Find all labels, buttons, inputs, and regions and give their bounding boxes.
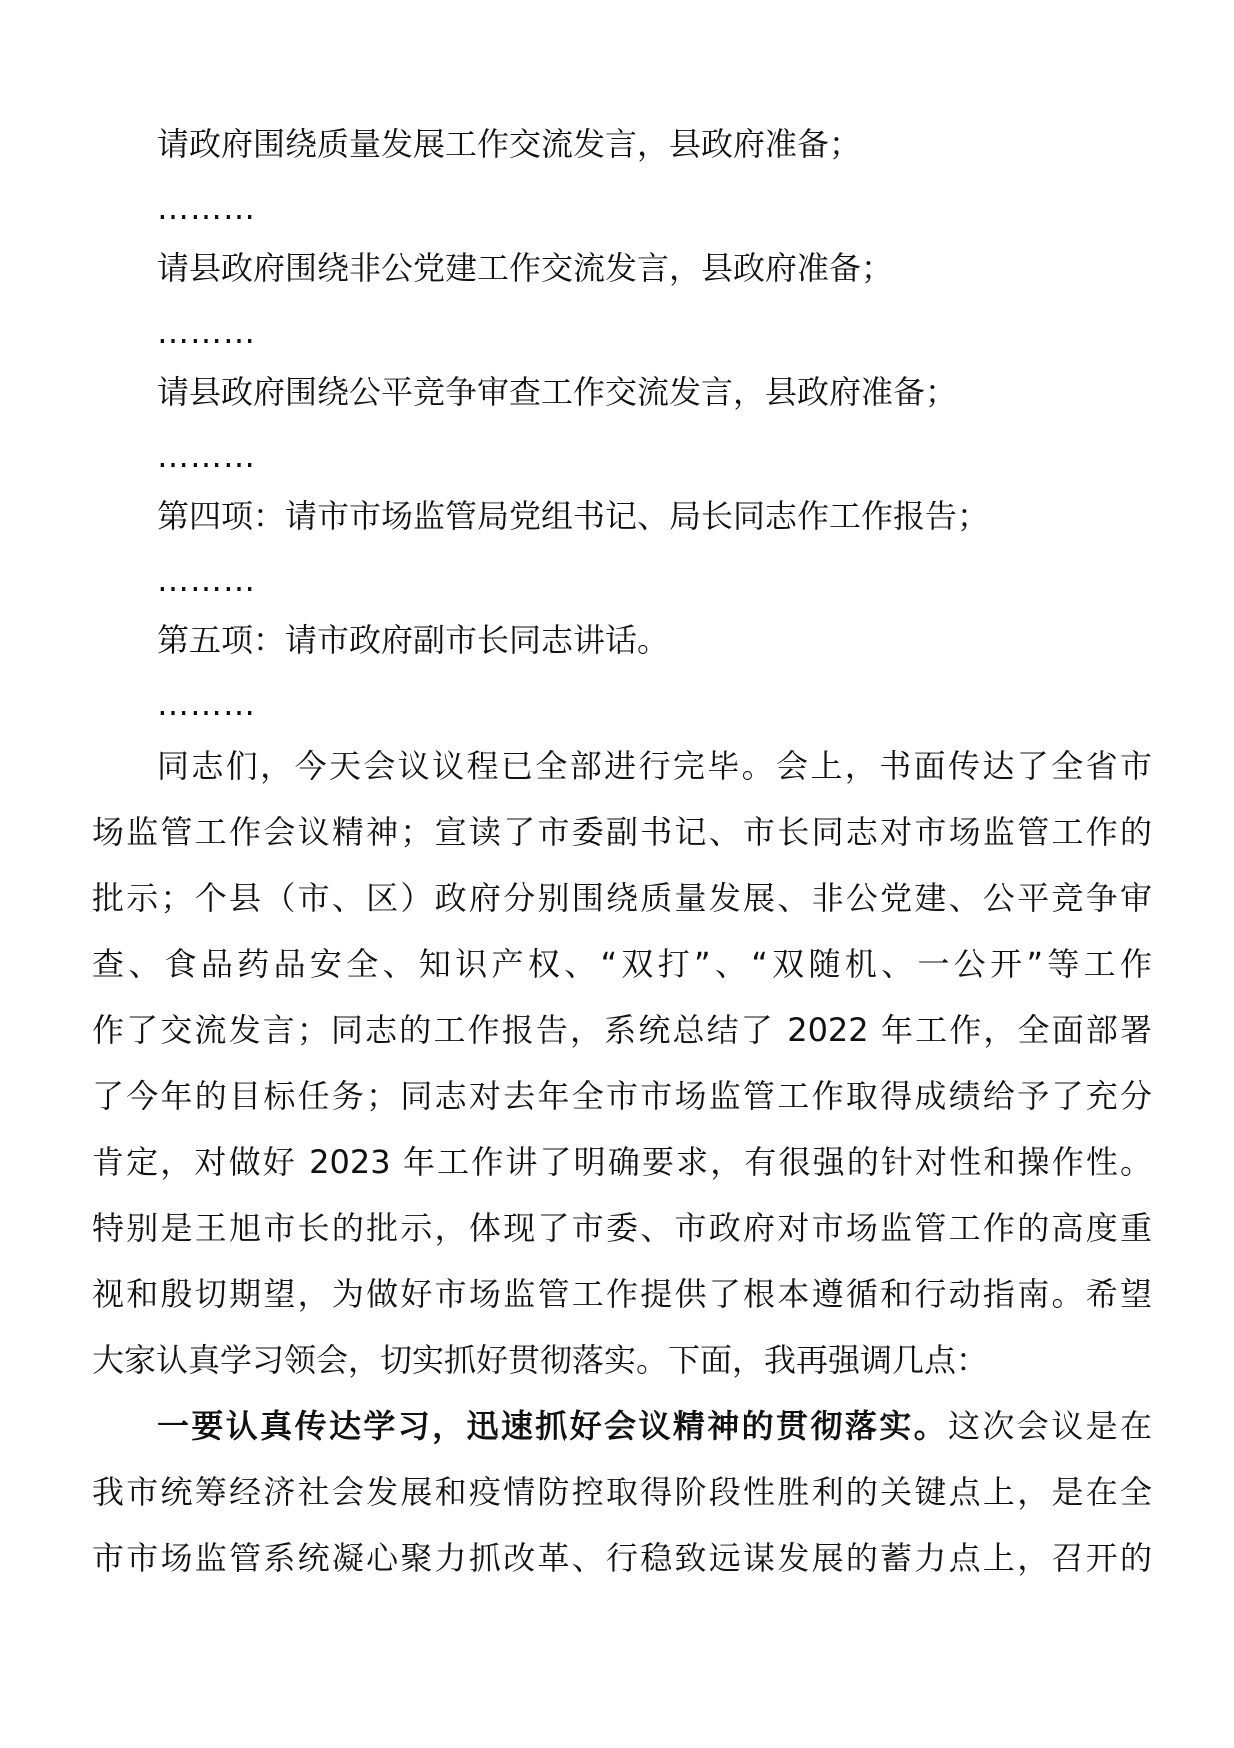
point-one-paragraph-line: 市市场监管系统凝心聚力抓改革、行稳致远谋发展的蓄力点上，召开的 <box>92 1539 1152 1577</box>
summary-paragraph-line: 查、食品药品安全、知识产权、“双打”、“双随机、一公开”等工作 <box>92 945 1152 983</box>
summary-paragraph-line: 场监管工作会议精神；宣读了市委副书记、市长同志对市场监管工作的 <box>92 813 1152 851</box>
summary-paragraph-line: 肯定，对做好 2023 年工作讲了明确要求，有很强的针对性和操作性。 <box>92 1143 1152 1181</box>
point-one-heading: 一要认真传达学习，迅速抓好会议精神的贯彻落实。 <box>157 1407 949 1445</box>
agenda-line: 请县政府围绕非公党建工作交流发言，县政府准备； <box>157 249 894 287</box>
ellipsis-line: ……… <box>157 313 256 351</box>
ellipsis-line: ……… <box>157 437 256 475</box>
ellipsis-line: ……… <box>157 685 256 723</box>
summary-paragraph-line: 批示；个县（市、区）政府分别围绕质量发展、非公党建、公平竞争审 <box>92 879 1152 917</box>
point-one-first-line <box>157 1406 1152 1446</box>
summary-paragraph-line: 视和殷切期望，为做好市场监管工作提供了根本遵循和行动指南。希望 <box>92 1275 1152 1313</box>
summary-paragraph-line: 大家认真学习领会，切实抓好贯彻落实。下面，我再强调几点： <box>92 1341 989 1379</box>
summary-paragraph-line: 作了交流发言；同志的工作报告，系统总结了 2022 年工作，全面部署 <box>92 1011 1152 1049</box>
point-one-text: 这次会议是在 <box>948 1407 1152 1445</box>
agenda-line: 请政府围绕质量发展工作交流发言，县政府准备； <box>157 125 862 163</box>
summary-paragraph-line: 了今年的目标任务；同志对去年全市市场监管工作取得成绩给予了充分 <box>92 1077 1152 1115</box>
agenda-item-five: 第五项：请市政府副市长同志讲话。 <box>157 621 670 659</box>
summary-paragraph-line: 特别是王旭市长的批示，体现了市委、市政府对市场监管工作的高度重 <box>92 1209 1152 1247</box>
agenda-line: 请县政府围绕公平竞争审查工作交流发言，县政府准备； <box>157 373 958 411</box>
point-one-paragraph-line: 我市统筹经济社会发展和疫情防控取得阶段性胜利的关键点上，是在全 <box>92 1473 1152 1511</box>
agenda-item-four: 第四项：请市市场监管局党组书记、局长同志作工作报告； <box>157 497 990 535</box>
summary-paragraph-line: 同志们，今天会议议程已全部进行完毕。会上，书面传达了全省市 <box>157 747 1152 785</box>
ellipsis-line: ……… <box>157 189 256 227</box>
ellipsis-line: ……… <box>157 561 256 599</box>
